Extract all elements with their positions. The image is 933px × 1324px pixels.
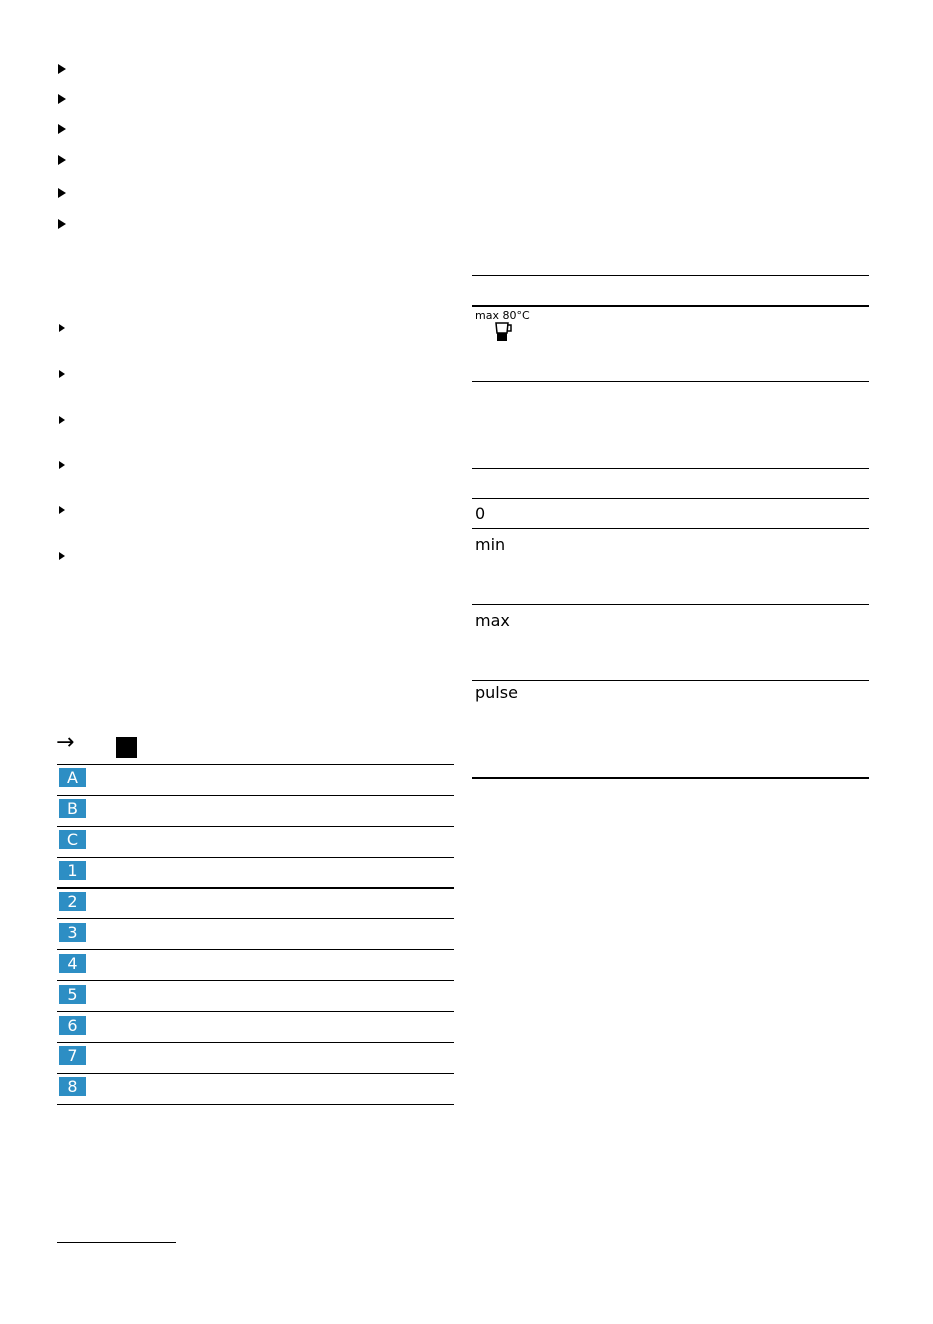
setting-zero: 0 — [475, 504, 486, 523]
table-rule — [57, 1104, 454, 1105]
table-rule — [472, 275, 869, 276]
table-rule — [472, 604, 869, 605]
table-rule — [472, 528, 869, 529]
legend-badge-5: 5 — [59, 985, 86, 1004]
legend-badge-4: 4 — [59, 954, 86, 973]
table-rule — [472, 498, 869, 499]
table-rule — [57, 949, 454, 950]
legend-badge-7: 7 — [59, 1046, 86, 1065]
legend-badge-3: 3 — [59, 923, 86, 942]
bullet-icon — [59, 370, 65, 378]
bullet-icon — [58, 219, 66, 229]
legend-badge-8: 8 — [59, 1077, 86, 1096]
legend-badge-a: A — [59, 768, 86, 787]
bullet-icon — [58, 94, 66, 104]
table-rule — [57, 1073, 454, 1074]
table-rule — [472, 305, 869, 307]
table-rule — [472, 680, 869, 681]
bullet-icon — [58, 188, 66, 198]
table-rule — [57, 1011, 454, 1012]
legend-badge-6: 6 — [59, 1016, 86, 1035]
legend-badge-1: 1 — [59, 861, 86, 880]
table-rule — [57, 826, 454, 827]
legend-badge-c: C — [59, 830, 86, 849]
figure-marker-icon — [116, 737, 137, 758]
bullet-icon — [59, 506, 65, 514]
arrow-icon: → — [56, 730, 75, 755]
table-rule — [57, 980, 454, 981]
jug-max-temperature: max 80°C — [475, 309, 530, 322]
table-rule — [472, 468, 869, 469]
table-rule — [57, 857, 454, 858]
bullet-icon — [58, 155, 66, 165]
setting-min: min — [475, 535, 506, 554]
table-rule — [57, 1042, 454, 1043]
table-rule — [472, 381, 869, 382]
setting-max: max — [475, 611, 510, 630]
bullet-icon — [59, 461, 65, 469]
table-rule — [57, 795, 454, 796]
setting-pulse: pulse — [475, 683, 518, 702]
legend-badge-b: B — [59, 799, 86, 818]
bullet-icon — [59, 324, 65, 332]
footnote-rule — [57, 1242, 176, 1243]
bullet-icon — [59, 416, 65, 424]
table-rule — [472, 777, 869, 779]
legend-badge-2: 2 — [59, 892, 86, 911]
table-rule — [57, 764, 454, 765]
table-rule — [57, 887, 454, 889]
bullet-icon — [59, 552, 65, 560]
bullet-icon — [58, 64, 66, 74]
table-rule — [57, 918, 454, 919]
blender-jug-icon — [494, 322, 514, 344]
bullet-icon — [58, 124, 66, 134]
